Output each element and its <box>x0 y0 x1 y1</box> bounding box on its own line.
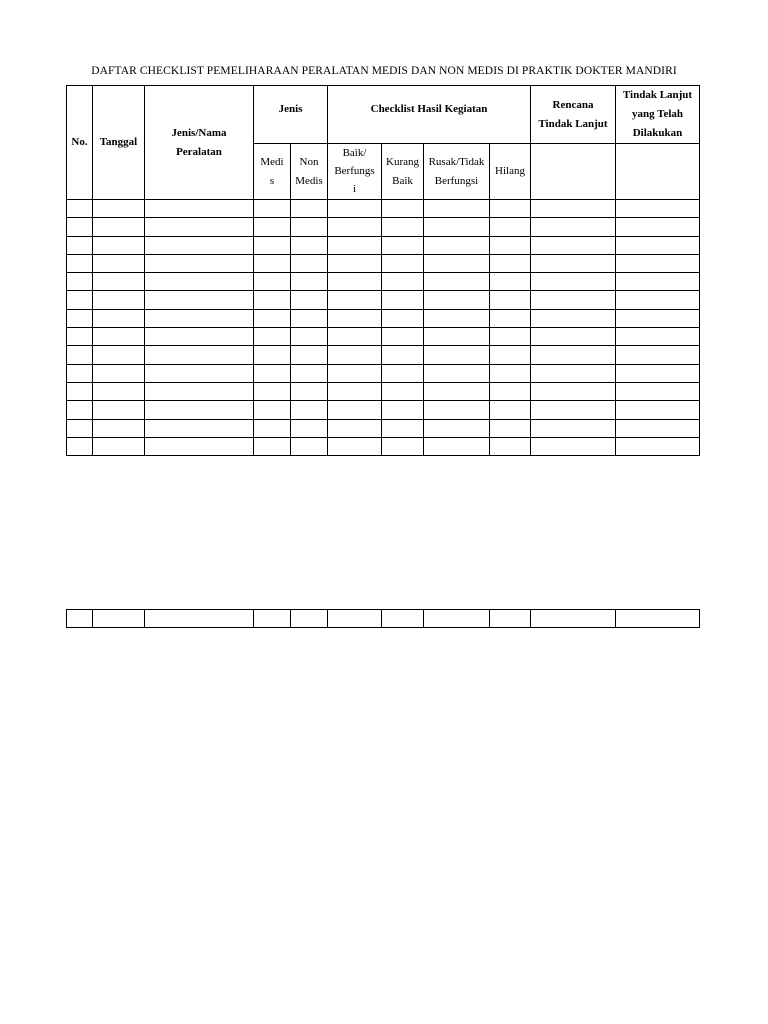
cell-non-medis[interactable] <box>291 254 328 272</box>
cell-medis[interactable] <box>254 401 291 419</box>
subheader-kurang-baik <box>382 144 424 200</box>
cell-tanggal[interactable] <box>93 200 145 218</box>
cell-tanggal[interactable] <box>93 218 145 236</box>
header-rencana-line1: Rencana <box>552 98 594 111</box>
cell-jenis-nama-peralatan[interactable] <box>145 401 254 419</box>
header-tindak-lanjut-dilakukan <box>616 86 700 144</box>
table-row <box>67 236 700 254</box>
header-rencana-line2: Tindak Lanjut <box>538 117 608 130</box>
cell-kurang-baik[interactable] <box>382 273 424 291</box>
cell-kurang-baik[interactable] <box>382 346 424 364</box>
cell-baik-berfungsi[interactable] <box>328 437 382 455</box>
cell-medis[interactable] <box>254 346 291 364</box>
cell-rencana-tindak-lanjut[interactable] <box>531 382 616 400</box>
table-row <box>67 437 700 455</box>
header-jenis-nama-line1: Jenis/Nama <box>171 126 227 139</box>
table-row <box>67 218 700 236</box>
cell-kurang-baik[interactable] <box>382 291 424 309</box>
cell-jenis-nama-peralatan[interactable] <box>145 200 254 218</box>
subheader-baik-line2: Berfungs <box>334 165 375 177</box>
cell-baik-berfungsi[interactable] <box>328 254 382 272</box>
cell-medis[interactable] <box>254 200 291 218</box>
cell-baik-berfungsi[interactable] <box>328 419 382 437</box>
cell-tindak-lanjut-dilakukan[interactable] <box>616 200 700 218</box>
cell-baik-berfungsi[interactable] <box>328 346 382 364</box>
cell-kurang-baik[interactable] <box>382 309 424 327</box>
cell-medis[interactable] <box>254 273 291 291</box>
cell-kurang-baik[interactable] <box>382 382 424 400</box>
table-row <box>67 328 700 346</box>
cell-tanggal[interactable] <box>93 382 145 400</box>
cell-medis[interactable] <box>254 382 291 400</box>
cell-non-medis[interactable] <box>291 328 328 346</box>
cell-rusak-tidak-berfungsi[interactable] <box>424 437 490 455</box>
table-row <box>67 254 700 272</box>
header-jenis-nama-line2: Peralatan <box>176 145 222 158</box>
cell-tindak-lanjut-dilakukan[interactable] <box>616 328 700 346</box>
cell-rencana-tindak-lanjut[interactable] <box>531 218 616 236</box>
subheader-baik-line1: Baik/ <box>342 147 367 159</box>
cell-rencana-tindak-lanjut[interactable] <box>531 309 616 327</box>
cell-baik-berfungsi[interactable] <box>328 364 382 382</box>
cell-rusak-tidak-berfungsi[interactable] <box>424 273 490 291</box>
cell-tindak-lanjut-dilakukan[interactable] <box>616 291 700 309</box>
cell-rencana-tindak-lanjut[interactable] <box>531 291 616 309</box>
cell-rusak-tidak-berfungsi[interactable] <box>424 291 490 309</box>
cell-rusak-tidak-berfungsi[interactable] <box>424 346 490 364</box>
cell-jenis-nama-peralatan[interactable] <box>145 254 254 272</box>
cell-non-medis[interactable] <box>291 364 328 382</box>
document-title: DAFTAR CHECKLIST PEMELIHARAAN PERALATAN MEDIS DAN NON MEDIS DI PRAKTIK DOKTER MANDIRI <box>91 65 677 77</box>
cell-tindak-lanjut-dilakukan[interactable] <box>616 273 700 291</box>
cell-jenis-nama-peralatan[interactable] <box>145 346 254 364</box>
cell-medis[interactable] <box>254 364 291 382</box>
cell-hilang[interactable] <box>490 610 531 628</box>
cell-no[interactable] <box>67 291 93 309</box>
cell-jenis-nama-peralatan[interactable] <box>145 273 254 291</box>
cell-tindak-lanjut-dilakukan[interactable] <box>616 364 700 382</box>
cell-no[interactable] <box>67 200 93 218</box>
cell-baik-berfungsi[interactable] <box>328 200 382 218</box>
cell-no[interactable] <box>67 309 93 327</box>
cell-rusak-tidak-berfungsi[interactable] <box>424 382 490 400</box>
cell-non-medis[interactable] <box>291 200 328 218</box>
cell-rencana-tindak-lanjut[interactable] <box>531 254 616 272</box>
cell-tindak-lanjut-dilakukan[interactable] <box>616 218 700 236</box>
cell-tindak-lanjut-dilakukan[interactable] <box>616 437 700 455</box>
cell-kurang-baik[interactable] <box>382 437 424 455</box>
cell-jenis-nama-peralatan[interactable] <box>145 236 254 254</box>
cell-kurang-baik[interactable] <box>382 419 424 437</box>
cell-baik-berfungsi[interactable] <box>328 401 382 419</box>
cell-kurang-baik[interactable] <box>382 254 424 272</box>
cell-hilang[interactable] <box>490 236 531 254</box>
cell-hilang[interactable] <box>490 382 531 400</box>
header-jenis: Jenis <box>254 86 328 144</box>
table-row <box>67 200 700 218</box>
cell-tanggal[interactable] <box>93 309 145 327</box>
cell-rusak-tidak-berfungsi[interactable] <box>424 364 490 382</box>
cell-hilang[interactable] <box>490 437 531 455</box>
cell-jenis-nama-peralatan[interactable] <box>145 328 254 346</box>
table-row <box>67 382 700 400</box>
cell-baik-berfungsi[interactable] <box>328 610 382 628</box>
cell-rencana-tindak-lanjut[interactable] <box>531 200 616 218</box>
header-row-main <box>67 86 700 144</box>
cell-kurang-baik[interactable] <box>382 610 424 628</box>
cell-tindak-lanjut-dilakukan[interactable] <box>616 254 700 272</box>
cell-no[interactable] <box>67 346 93 364</box>
cell-tanggal[interactable] <box>93 328 145 346</box>
subheader-hilang: Hilang <box>490 144 531 200</box>
table-row <box>67 273 700 291</box>
subheader-rusak-line1: Rusak/Tidak <box>428 155 485 168</box>
subheader-medis-line2: s <box>269 174 275 187</box>
cell-kurang-baik[interactable] <box>382 401 424 419</box>
cell-no[interactable] <box>67 254 93 272</box>
cell-tanggal[interactable] <box>93 610 145 628</box>
cell-kurang-baik[interactable] <box>382 328 424 346</box>
cell-medis[interactable] <box>254 218 291 236</box>
checklist-continuation-body <box>67 610 700 628</box>
subheader-non-medis-line2: Medis <box>295 174 323 187</box>
header-tindak-line1: Tindak Lanjut <box>622 89 693 101</box>
cell-medis[interactable] <box>254 291 291 309</box>
cell-hilang[interactable] <box>490 346 531 364</box>
cell-non-medis[interactable] <box>291 382 328 400</box>
cell-jenis-nama-peralatan[interactable] <box>145 309 254 327</box>
cell-non-medis[interactable] <box>291 273 328 291</box>
table-row <box>67 419 700 437</box>
cell-rusak-tidak-berfungsi[interactable] <box>424 218 490 236</box>
cell-non-medis[interactable] <box>291 218 328 236</box>
cell-tanggal[interactable] <box>93 273 145 291</box>
cell-jenis-nama-peralatan[interactable] <box>145 419 254 437</box>
header-rencana-tindak-lanjut <box>531 86 616 144</box>
cell-tindak-lanjut-dilakukan[interactable] <box>616 346 700 364</box>
cell-tanggal[interactable] <box>93 437 145 455</box>
header-tindak-line3: Dilakukan <box>632 127 683 139</box>
subheader-medis-line1: Medi <box>260 155 284 168</box>
cell-tindak-lanjut-dilakukan[interactable] <box>616 309 700 327</box>
subheader-rusak-line2: Berfungsi <box>434 174 479 187</box>
cell-hilang[interactable] <box>490 401 531 419</box>
cell-baik-berfungsi[interactable] <box>328 291 382 309</box>
cell-tanggal[interactable] <box>93 291 145 309</box>
cell-rusak-tidak-berfungsi[interactable] <box>424 610 490 628</box>
cell-rusak-tidak-berfungsi[interactable] <box>424 200 490 218</box>
cell-jenis-nama-peralatan[interactable] <box>145 218 254 236</box>
cell-tanggal[interactable] <box>93 364 145 382</box>
cell-rusak-tidak-berfungsi[interactable] <box>424 328 490 346</box>
table-row <box>67 291 700 309</box>
cell-rencana-tindak-lanjut[interactable] <box>531 236 616 254</box>
cell-medis[interactable] <box>254 328 291 346</box>
cell-baik-berfungsi[interactable] <box>328 273 382 291</box>
header-no: No. <box>67 86 93 200</box>
subheader-kurang-line2: Baik <box>392 174 413 187</box>
cell-rusak-tidak-berfungsi[interactable] <box>424 254 490 272</box>
cell-tindak-lanjut-dilakukan[interactable] <box>616 610 700 628</box>
cell-no[interactable] <box>67 236 93 254</box>
subheader-baik-line3: i <box>352 183 357 195</box>
cell-non-medis[interactable] <box>291 610 328 628</box>
cell-tindak-lanjut-dilakukan[interactable] <box>616 382 700 400</box>
checklist-table <box>66 85 700 456</box>
cell-no[interactable] <box>67 328 93 346</box>
cell-medis[interactable] <box>254 254 291 272</box>
cell-rusak-tidak-berfungsi[interactable] <box>424 236 490 254</box>
cell-non-medis[interactable] <box>291 309 328 327</box>
cell-no[interactable] <box>67 218 93 236</box>
checklist-table-continuation <box>66 609 700 628</box>
cell-no[interactable] <box>67 419 93 437</box>
cell-non-medis[interactable] <box>291 291 328 309</box>
cell-medis[interactable] <box>254 419 291 437</box>
cell-no[interactable] <box>67 437 93 455</box>
header-tindak-line2: yang Telah <box>631 108 684 120</box>
cell-hilang[interactable] <box>490 364 531 382</box>
cell-hilang[interactable] <box>490 419 531 437</box>
cell-rusak-tidak-berfungsi[interactable] <box>424 401 490 419</box>
subheader-rencana-empty <box>531 144 616 200</box>
cell-hilang[interactable] <box>490 218 531 236</box>
cell-jenis-nama-peralatan[interactable] <box>145 437 254 455</box>
cell-no[interactable] <box>67 364 93 382</box>
cell-no[interactable] <box>67 382 93 400</box>
cell-rencana-tindak-lanjut[interactable] <box>531 346 616 364</box>
cell-rencana-tindak-lanjut[interactable] <box>531 419 616 437</box>
cell-jenis-nama-peralatan[interactable] <box>145 364 254 382</box>
cell-tindak-lanjut-dilakukan[interactable] <box>616 236 700 254</box>
cell-jenis-nama-peralatan[interactable] <box>145 291 254 309</box>
cell-medis[interactable] <box>254 610 291 628</box>
subheader-non-medis <box>291 144 328 200</box>
cell-tindak-lanjut-dilakukan[interactable] <box>616 401 700 419</box>
table-row <box>67 401 700 419</box>
table-row <box>67 364 700 382</box>
cell-rencana-tindak-lanjut[interactable] <box>531 273 616 291</box>
cell-hilang[interactable] <box>490 309 531 327</box>
cell-hilang[interactable] <box>490 273 531 291</box>
cell-hilang[interactable] <box>490 328 531 346</box>
subheader-rusak-tidak-berfungsi <box>424 144 490 200</box>
cell-hilang[interactable] <box>490 200 531 218</box>
cell-kurang-baik[interactable] <box>382 218 424 236</box>
cell-medis[interactable] <box>254 309 291 327</box>
cell-rencana-tindak-lanjut[interactable] <box>531 364 616 382</box>
cell-no[interactable] <box>67 610 93 628</box>
cell-baik-berfungsi[interactable] <box>328 309 382 327</box>
cell-tanggal[interactable] <box>93 236 145 254</box>
cell-hilang[interactable] <box>490 254 531 272</box>
cell-medis[interactable] <box>254 236 291 254</box>
cell-baik-berfungsi[interactable] <box>328 236 382 254</box>
subheader-medis <box>254 144 291 200</box>
checklist-table-body <box>67 200 700 456</box>
cell-tanggal[interactable] <box>93 419 145 437</box>
cell-kurang-baik[interactable] <box>382 200 424 218</box>
cell-baik-berfungsi[interactable] <box>328 382 382 400</box>
header-jenis-nama-peralatan <box>145 86 254 200</box>
cell-medis[interactable] <box>254 437 291 455</box>
header-tanggal: Tanggal <box>93 86 145 200</box>
cell-baik-berfungsi[interactable] <box>328 328 382 346</box>
cell-no[interactable] <box>67 273 93 291</box>
cell-rencana-tindak-lanjut[interactable] <box>531 437 616 455</box>
cell-jenis-nama-peralatan[interactable] <box>145 382 254 400</box>
cell-tanggal[interactable] <box>93 346 145 364</box>
cell-non-medis[interactable] <box>291 401 328 419</box>
cell-tanggal[interactable] <box>93 254 145 272</box>
header-checklist-hasil-kegiatan: Checklist Hasil Kegiatan <box>328 86 531 144</box>
table-row <box>67 610 700 628</box>
cell-jenis-nama-peralatan[interactable] <box>145 610 254 628</box>
subheader-baik-berfungsi <box>328 144 382 200</box>
cell-non-medis[interactable] <box>291 346 328 364</box>
cell-rencana-tindak-lanjut[interactable] <box>531 328 616 346</box>
table-row <box>67 346 700 364</box>
cell-tindak-lanjut-dilakukan[interactable] <box>616 419 700 437</box>
cell-hilang[interactable] <box>490 291 531 309</box>
cell-rusak-tidak-berfungsi[interactable] <box>424 419 490 437</box>
subheader-kurang-line1: Kurang <box>386 155 419 168</box>
cell-no[interactable] <box>67 401 93 419</box>
cell-non-medis[interactable] <box>291 419 328 437</box>
cell-rusak-tidak-berfungsi[interactable] <box>424 309 490 327</box>
cell-non-medis[interactable] <box>291 236 328 254</box>
cell-rencana-tindak-lanjut[interactable] <box>531 610 616 628</box>
cell-rencana-tindak-lanjut[interactable] <box>531 401 616 419</box>
cell-tanggal[interactable] <box>93 401 145 419</box>
cell-kurang-baik[interactable] <box>382 364 424 382</box>
table-row <box>67 309 700 327</box>
cell-baik-berfungsi[interactable] <box>328 218 382 236</box>
cell-non-medis[interactable] <box>291 437 328 455</box>
subheader-non-medis-line1: Non <box>299 155 319 168</box>
cell-kurang-baik[interactable] <box>382 236 424 254</box>
subheader-tindak-empty <box>616 144 700 200</box>
